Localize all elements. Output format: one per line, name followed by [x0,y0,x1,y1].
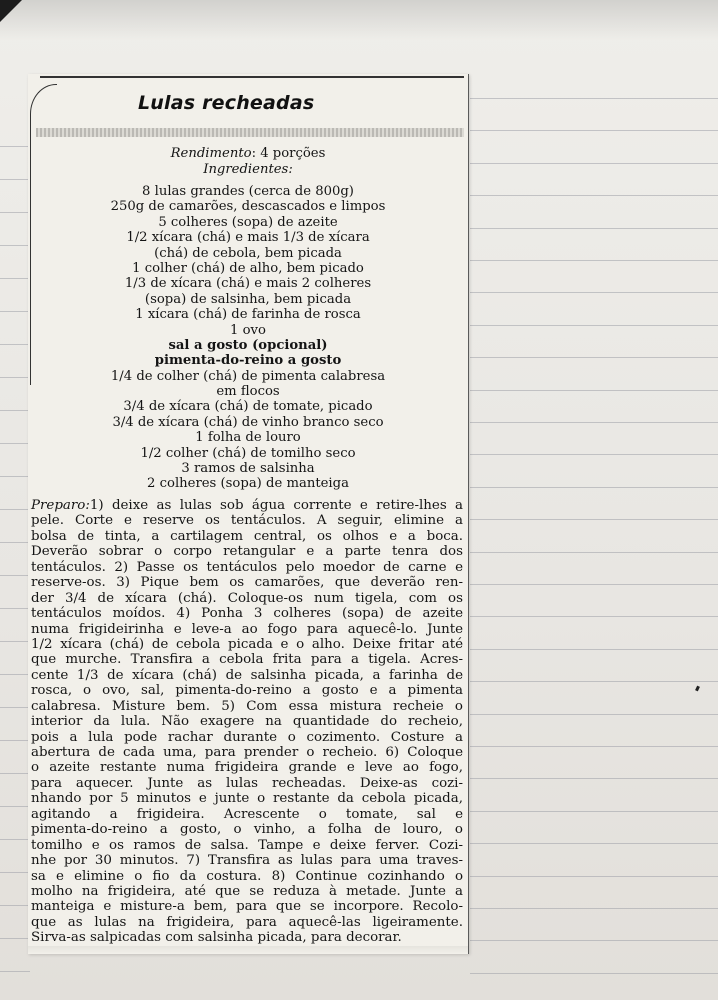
ruled-line [470,876,718,877]
ingredient-line: 8 lulas grandes (cerca de 800g) [142,184,354,199]
ruled-line [0,707,30,708]
ruled-line [0,971,30,972]
ingredient-line: 1/2 xícara (chá) e mais 1/3 de xícara [126,230,370,246]
yield-line [28,146,468,161]
ruled-line [0,311,30,312]
ruled-line [470,422,718,423]
ruled-line [0,905,30,906]
preparation-line: o azeite restante numa frigideira grande e leve ao fogo, [31,760,463,776]
ruled-line [0,476,30,477]
ruled-line [0,377,30,378]
preparation-line: calabresa. Misture bem. 5) Com essa mistura recheie o [31,698,463,714]
preparation-line: numa frigideirinha e leve-a ao fogo para aquecê-lo. Junte [31,621,463,637]
ruled-line [0,575,30,576]
top-rule [40,76,464,78]
ruled-line [0,443,30,444]
preparation-line: que murche. Transfira a cebola frita para a tigela. Acres- [31,652,463,668]
ruled-line [0,740,30,741]
ruled-line [0,146,30,147]
ingredient-line: pimenta-do-reino a gosto [154,353,342,369]
ruled-line [470,811,718,812]
ruled-line [0,773,30,774]
preparation-line: pois a lula pode rachar durante o cozimento. Costure a [31,729,463,745]
ruled-line [470,843,718,844]
ruled-line [470,487,718,488]
ruled-line [0,938,30,939]
preparation-line: sa e elimine o fio da costura. 8) Continue cozinhando o [31,868,463,884]
ruled-line [470,260,718,261]
ruled-line [0,674,30,675]
preparation-line: nhando por 5 minutos e junte o restante da cebola picada, [31,791,463,807]
ruled-line [470,649,718,650]
ingredient-line: sal a gosto (opcional) [168,337,328,353]
ruled-line [0,245,30,246]
ruled-line [470,519,718,520]
preparation-line: nhe por 30 minutos. 7) Transfira as lulas para uma traves- [31,853,463,869]
ingredient-line: em flocos [216,384,280,400]
preparation-text [31,498,463,946]
ingredient-list [28,184,468,492]
ruled-line [0,542,30,543]
ingredients-heading: Ingredientes: [203,162,293,177]
page-shadow [0,0,718,40]
preparation-line: que as lulas na frigideira, para aquecê-las ligeiramente. [31,914,463,930]
yield-label: Rendimento [170,146,252,161]
ingredient-line: 1 folha de louro [195,430,301,446]
ruled-line [470,908,718,909]
ruled-line [470,325,718,326]
preparation-line: cente 1/3 de xícara (chá) de salsinha picada, a farinha de [31,667,463,683]
ruled-line [470,228,718,229]
ruled-line [0,344,30,345]
ingredient-line: 2 colheres (sopa) de manteiga [147,476,349,492]
ingredient-line: 1 colher (chá) de alho, bem picado [132,260,364,276]
pen-mark [695,686,700,692]
ruled-line [470,746,718,747]
preparation-line: reserve-os. 3) Pique bem os camarões, que deverão ren- [31,575,463,591]
preparation-line: para aquecer. Junte as lulas recheadas. Deixe-as cozi- [31,775,463,791]
clipping-bottom-edge [28,946,468,954]
ruled-line [0,872,30,873]
preparation-line: tentáculos. 2) Passe os tentáculos pelo moedor de carne e [31,559,463,575]
yield-value: : 4 porções [251,146,326,161]
ruled-line [470,163,718,164]
ingredient-line: (chá) de cebola, bem picada [154,245,342,261]
preparation-label: Preparo: [31,498,90,513]
ruled-line [0,179,30,180]
preparation-line: pimenta-do-reino a gosto, o vinho, a folha de louro, o [31,822,463,838]
ruled-line [470,130,718,131]
ingredient-line: 1/3 de xícara (chá) e mais 2 colheres [124,276,372,292]
ruled-line [470,714,718,715]
ruled-line [0,608,30,609]
ruled-line [470,454,718,455]
preparation-line: manteiga e misture-a bem, para que se incorpore. Recolo- [31,899,463,915]
ingredient-line: 250g de camarões, descascados e limpos [110,199,386,215]
ruled-line [0,839,30,840]
ingredient-line: 3/4 de xícara (chá) de tomate, picado [123,399,373,415]
ruled-line [470,195,718,196]
preparation-line: Deverão sobrar o corpo retangular e a parte tenra dos [31,544,463,560]
ingredient-line: 5 colheres (sopa) de azeite [158,214,338,230]
preparation-line: molho na frigideira, até que se reduza à metade. Junte a [31,883,463,899]
page-corner [0,0,22,22]
preparation-line-text: 1) deixe as lulas sob água corrente e retire-lhes a [89,498,463,513]
ingredient-line: 1 ovo [230,322,266,338]
preparation-line: bolsa de tinta, a cartilagem central, os olhos e a boca. [31,528,463,544]
ruled-line [470,552,718,553]
ingredient-line: 3 ramos de salsinha [181,461,315,477]
preparation-line: pele. Corte e reserve os tentáculos. A seguir, elimine a [31,513,463,529]
ruled-line [0,212,30,213]
ruled-line [470,292,718,293]
ingredient-line: 1 xícara (chá) de farinha de rosca [135,307,361,323]
recipe-title: Lulas recheadas [138,92,315,114]
preparation-line: tentáculos moídos. 4) Ponha 3 colheres (sopa) de azeite [31,606,463,622]
ingredient-line: 3/4 de xícara (chá) de vinho branco seco [112,414,384,430]
newspaper-clipping [28,74,469,954]
ruled-line [470,778,718,779]
ruled-line [470,940,718,941]
halftone-band [36,128,464,137]
preparation-line: Sirva-as salpicadas com salsinha picada, para decorar. [31,930,402,946]
ruled-line [470,390,718,391]
ruled-line [470,357,718,358]
ruled-line [0,806,30,807]
preparation-line [31,498,463,513]
preparation-line: tomilho e os ramos de salsa. Tampe e deixe ferver. Cozi- [31,837,463,853]
ingredient-line: 1/4 de colher (chá) de pimenta calabresa [110,368,386,384]
preparation-line: abertura de cada uma, para prender o recheio. 6) Coloque [31,745,463,760]
ruled-line [0,641,30,642]
ruled-line [470,616,718,617]
preparation-line: 1/2 xícara (chá) de cebola picada e o alho. Deixe fritar até [31,636,463,652]
ruled-line [0,509,30,510]
preparation-line: agitando a frigideira. Acrescente o tomate, sal e [31,806,463,822]
ruled-line [0,278,30,279]
ingredient-line: 1/2 colher (chá) de tomilho seco [140,445,356,461]
ruled-line [470,98,718,99]
preparation-line: der 3/4 de xícara (chá). Coloque-os num tigela, com os [31,590,463,606]
preparation-line: interior da lula. Não exagere na quantidade do recheio, [31,714,463,730]
ruled-line [470,584,718,585]
ruled-line [470,973,718,974]
ingredient-line: (sopa) de salsinha, bem picada [144,291,352,307]
preparation-line: rosca, o ovo, sal, pimenta-do-reino a gosto e a pimenta [31,683,463,699]
ruled-line [0,410,30,411]
ruled-line [470,681,718,682]
